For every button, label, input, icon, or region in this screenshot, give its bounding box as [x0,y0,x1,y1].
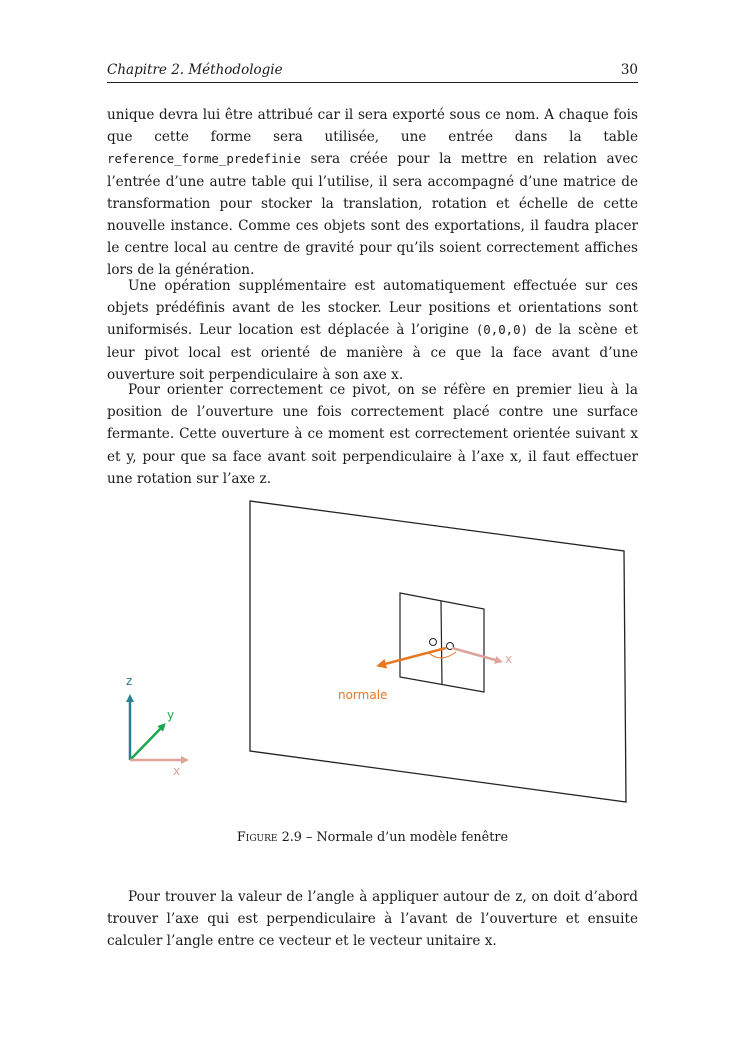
caption-number: 2.9 [281,830,302,845]
paragraph-1-text-a: unique devra lui être attribué car il sera exporté sous ce nom. A chaque fois que cette forme sera utilisée, une entrée dans la table [107,107,638,146]
paragraph-2-text-a: Une opération supplémentaire est automatiquement effectuée sur ces objets prédéfinis avant de les stocker. Leur positions et orientations sont uniformisés. Leur location est déplacée à l’origine [107,278,638,339]
normal-label: normale [338,688,388,702]
chapter-title: Chapitre 2. Méthodologie [107,62,283,78]
caption-text: – Normale d’un modèle fenêtre [301,830,509,845]
z-axis-label: z [126,674,133,688]
normal-arrow [381,648,446,665]
paragraph-4: Pour trouver la valeur de l’angle à appliquer autour de z, on doit d’abord trouver l’axe qui est perpendiculaire à l’avant de l’ouverture et ensuite calculer l’angle entre ce vecteur et le vecteur unitaire x. [107,889,638,950]
pivot-circle-left [430,639,437,646]
paragraph-2 [107,275,638,386]
paragraph-2-text-b: de la scène et leur pivot local est orienté de manière à ce que la face avant d’une ouverture soit perpendiculaire à son axe x. [107,322,638,383]
paragraph-1-text-b: sera créée pour la mettre en relation avec l’entrée d’une autre table qui l’utilise, il sera accompagné d’une matrice de transformation pour stocker la translation, rotation et échelle de cette nouvelle instance. Comme ces objets sont des exportations, il faudra placer le centre local au centre de gravité pour qu’ils soient correctement affiches lors de la génération. [107,151,638,279]
paragraph-3: Pour orienter correctement ce pivot, on se réfère en premier lieu à la position de l’ouverture une fois correctement placé contre une surface fermante. Cette ouverture à ce moment est correctement orientée suivant x et y, pour que sa face avant soit perpendiculaire à l’axe x, il faut effectuer une rotation sur l’axe z. [107,382,638,487]
caption-prefix: Figure [236,830,278,845]
x-axis-label: x [173,764,181,778]
window-mullion [441,601,442,685]
window-normal-figure [0,490,745,820]
page-number: 30 [620,62,638,78]
y-axis-label: y [167,708,175,722]
page-header [107,60,638,83]
table-name-code: reference_forme_predefinie [107,151,301,167]
y-axis-arrow [130,726,163,760]
window-x-axis-label: x [505,652,513,666]
window-x-axis-arrow [452,648,499,661]
origin-code: (0,0,0) [475,322,529,338]
figure-caption [0,830,745,845]
wall-surface [250,501,626,802]
paragraph-1 [107,104,638,282]
